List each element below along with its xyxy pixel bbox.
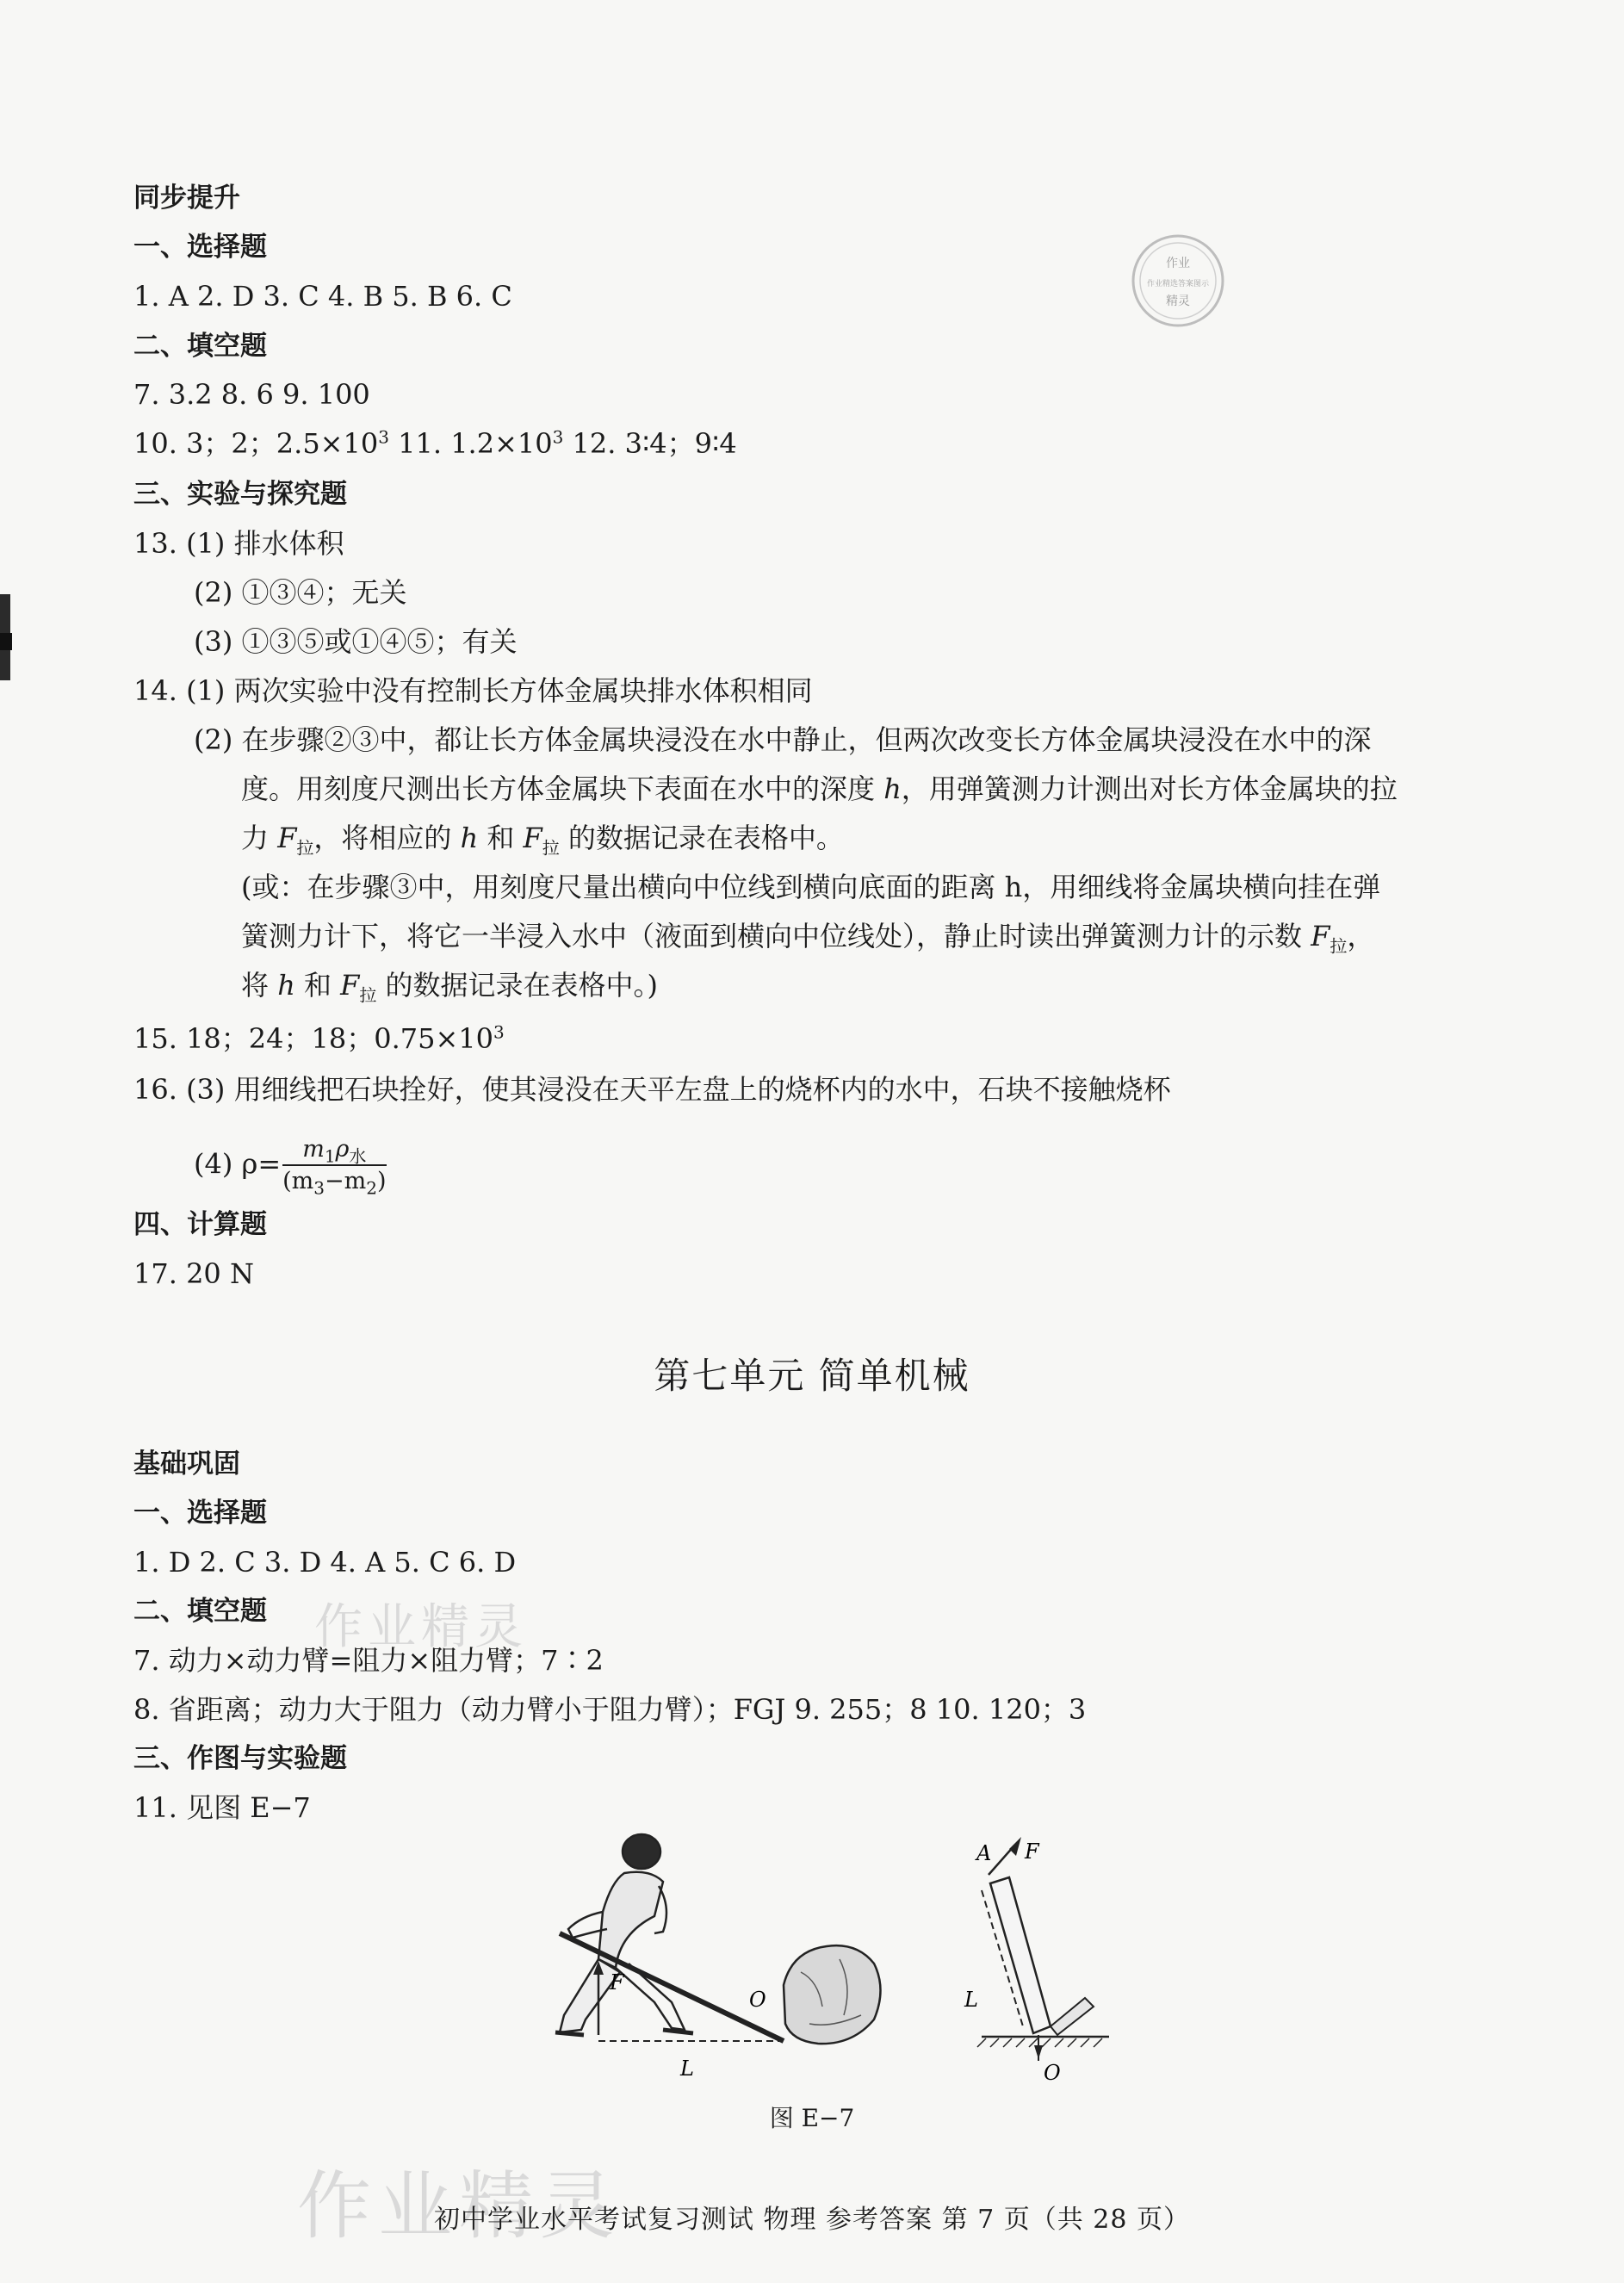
var-F: F bbox=[1311, 920, 1330, 952]
choice-answers: 1. A 2. D 3. C 4. B 5. B 6. C bbox=[133, 280, 512, 313]
stamp-mid: 作业精选答案图示 bbox=[1146, 280, 1210, 288]
label-A: A bbox=[976, 1841, 992, 1865]
label-O: O bbox=[749, 1988, 766, 2012]
choice-answers: 1. D 2. C 3. D 4. A 5. C 6. D bbox=[133, 1546, 517, 1579]
sub-la: 拉 bbox=[359, 984, 377, 1006]
q14-part2-line2 bbox=[241, 770, 1398, 808]
q14-part1: 14. (1) 两次实验中没有控制长方体金属块排水体积相同 bbox=[133, 674, 813, 707]
q11: 11. 见图 E−7 bbox=[133, 1791, 311, 1824]
unit-title: 第七单元 简单机械 bbox=[654, 1355, 970, 1397]
var-h: h bbox=[883, 772, 902, 805]
label-F2: F bbox=[1025, 1839, 1039, 1864]
q16-part4 bbox=[194, 1135, 387, 1197]
sub-3: 3 bbox=[313, 1177, 325, 1199]
fraction-numerator bbox=[282, 1135, 386, 1166]
label-F: F bbox=[610, 1970, 624, 1995]
q14-part3-line3 bbox=[241, 966, 658, 1004]
q16-part3: 16. (3) 用细线把石块拴好，使其浸没在天平左盘上的烧杯内的水中，石块不接触烧杯 bbox=[133, 1073, 1171, 1106]
fill-answers-1: 7. 3.2 8. 6 9. 100 bbox=[133, 378, 370, 411]
text: 将 bbox=[241, 969, 278, 1002]
sub-1: 1 bbox=[324, 1145, 336, 1167]
text: 和 bbox=[478, 822, 524, 854]
var-F: F bbox=[277, 822, 297, 854]
text: −m bbox=[325, 1168, 367, 1194]
heading-experiment: 三、实验与探究题 bbox=[133, 479, 347, 510]
stamp-top: 作业 bbox=[1166, 257, 1190, 270]
label-L2: L bbox=[964, 1988, 978, 2012]
text: (4) ρ= bbox=[194, 1147, 282, 1181]
var-F: F bbox=[340, 969, 360, 1002]
text: ) bbox=[376, 1168, 387, 1194]
text: 度。用刻度尺测出长方体金属块下表面在水中的深度 bbox=[241, 772, 884, 805]
density-fraction bbox=[282, 1135, 386, 1197]
section-title: 同步提升 bbox=[133, 183, 240, 214]
figure-e7 bbox=[534, 1830, 1137, 2097]
label-L: L bbox=[680, 2057, 694, 2081]
stamp-bottom: 精灵 bbox=[1166, 295, 1190, 308]
var-rho: ρ bbox=[335, 1136, 350, 1163]
sub-la: 拉 bbox=[296, 837, 314, 859]
person-illustration bbox=[555, 1834, 693, 2035]
heading-choice: 一、选择题 bbox=[133, 232, 267, 263]
q8-q10: 8. 省距离；动力大于阻力（动力臂小于阻力臂）；FGJ 9. 255；8 10. 120；3 bbox=[133, 1693, 1087, 1726]
q10-exp: 3 bbox=[378, 426, 389, 448]
text: 和 bbox=[294, 969, 341, 1002]
q15-exp: 3 bbox=[493, 1021, 505, 1043]
text: ，用弹簧测力计测出对长方体金属块的拉 bbox=[901, 772, 1398, 805]
sub-la: 拉 bbox=[1330, 935, 1348, 957]
heading-fill: 二、填空题 bbox=[133, 331, 267, 362]
watermark: 作业精灵 bbox=[314, 1599, 528, 1655]
text: 簧测力计下，将它一半浸入水中（液面到横向中位线处），静止时读出弹簧测力计的示数 bbox=[241, 920, 1311, 952]
sub-la: 拉 bbox=[542, 837, 560, 859]
var-h: h bbox=[460, 822, 479, 854]
text: (m bbox=[282, 1168, 314, 1194]
text: 的数据记录在表格中。) bbox=[376, 969, 659, 1002]
figure-caption: 图 E−7 bbox=[769, 2104, 855, 2132]
var-F: F bbox=[523, 822, 542, 854]
q15 bbox=[133, 1020, 505, 1058]
q14-part2-line1: (2) 在步骤②③中，都让长方体金属块浸没在水中静止，但两次改变长方体金属块浸没在水中的深 bbox=[194, 723, 1372, 756]
var-m: m bbox=[302, 1136, 325, 1163]
q11-text: 11. 1.2×10 bbox=[388, 427, 553, 460]
binding-mark bbox=[0, 633, 12, 650]
rock-illustration bbox=[784, 1945, 881, 2044]
heading-draw: 三、作图与实验题 bbox=[133, 1743, 347, 1774]
q14-part2-line3 bbox=[241, 819, 844, 857]
sub-water: 水 bbox=[349, 1145, 367, 1167]
q7: 7. 动力×动力臂=阻力×阻力臂；7∶2 bbox=[133, 1644, 604, 1677]
q13-part3: (3) ①③⑤或①④⑤；有关 bbox=[194, 625, 518, 658]
q10-text: 10. 3；2；2.5×10 bbox=[133, 427, 379, 460]
q14-part3-line1: (或：在步骤③中，用刻度尺量出横向中位线到横向底面的距离 h，用细线将金属块横向挂在弹 bbox=[241, 871, 1381, 903]
fraction-denominator bbox=[282, 1166, 386, 1197]
section-title: 基础巩固 bbox=[133, 1449, 240, 1480]
fill-answers-2 bbox=[133, 425, 737, 462]
q17: 17. 20 N bbox=[133, 1257, 254, 1290]
heading-fill: 二、填空题 bbox=[133, 1596, 267, 1627]
q14-part3-line2: 簧测力计下，将它一半浸入水中（液面到横向中位线处），静止时读出弹簧测力计的示数 $F_拉$， bbox=[241, 920, 1375, 957]
text: 15. 18；24；18；0.75×10 bbox=[133, 1022, 494, 1055]
heading-calc: 四、计算题 bbox=[133, 1209, 267, 1240]
label-O2: O bbox=[1044, 2061, 1061, 2085]
var-h: h bbox=[277, 969, 295, 1002]
q13-part1: 13. (1) 排水体积 bbox=[133, 527, 344, 560]
tilted-block-diagram bbox=[977, 1837, 1109, 2061]
text: 力 bbox=[241, 822, 278, 854]
stamp-seal bbox=[1130, 233, 1226, 329]
sub-2: 2 bbox=[366, 1177, 377, 1199]
page-footer: 初中学业水平考试复习测试 物理 参考答案 第 7 页（共 28 页） bbox=[433, 2205, 1190, 2235]
text: 的数据记录在表格中。 bbox=[559, 822, 844, 854]
q11-exp: 3 bbox=[552, 426, 564, 448]
text: ，将相应的 bbox=[313, 822, 461, 854]
heading-choice: 一、选择题 bbox=[133, 1498, 267, 1529]
q13-part2: (2) ①③④；无关 bbox=[194, 576, 407, 609]
watermark: 作业精灵 bbox=[297, 2163, 621, 2249]
q12-text: 12. 3∶4；9∶4 bbox=[563, 427, 737, 460]
